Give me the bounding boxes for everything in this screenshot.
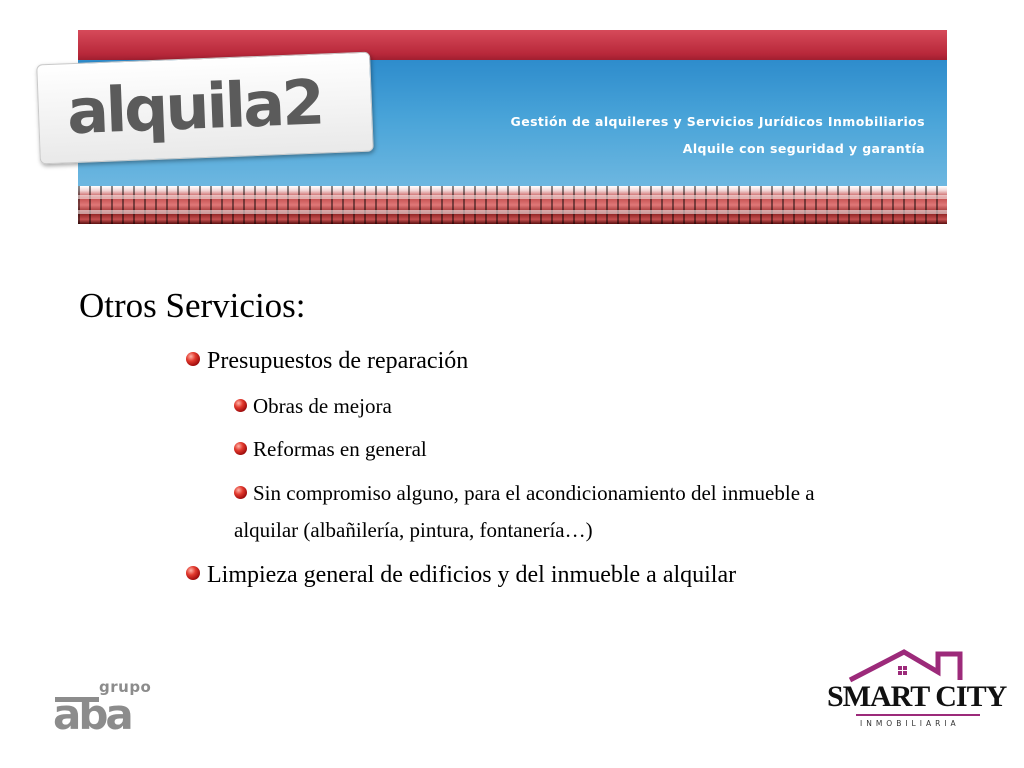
list-item [234,481,815,506]
logo-rule [856,714,980,716]
list-item-continuation: alquilar (albañilería, pintura, fontanería…) [234,518,593,542]
list-item-text: Obras de mejora [253,394,392,418]
banner-tagline-services: Gestión de alquileres y Servicios Jurídicos Inmobiliarios [510,114,925,129]
bullet-icon [234,486,247,499]
smartcity-logo-subtitle: INMOBILIARIA [860,719,960,728]
list-item-text: Limpieza general de edificios y del inmueble a alquilar [207,562,737,588]
list-item [186,562,736,589]
bullet-icon [186,352,200,366]
bullet-icon [186,566,200,580]
banner-tagline-guarantee: Alquile con seguridad y garantía [682,141,925,156]
list-item [186,348,468,375]
roof-tiles-image [78,186,947,224]
list-item-text: Presupuestos de reparación [207,348,469,374]
list-item-text: Reformas en general [253,437,427,461]
smartcity-logo-name: SMART CITY [827,680,1007,713]
bullet-icon [234,442,247,455]
alquila2-logo [36,52,374,165]
list-item-text: Sin compromiso alguno, para el acondicionamiento del inmueble a [253,481,815,505]
grupo-aba-logo-main: aba [53,690,131,739]
alquila2-logo-text: alquila2 [65,65,324,149]
grupo-aba-logo-small: grupo [99,678,152,696]
list-item [234,394,392,419]
bullet-icon [234,399,247,412]
banner-top-stripe [78,30,947,60]
list-item [234,437,427,462]
page-title: Otros Servicios: [79,286,306,325]
smartcity-logo [822,646,1007,736]
grupo-aba-logo [53,678,155,739]
